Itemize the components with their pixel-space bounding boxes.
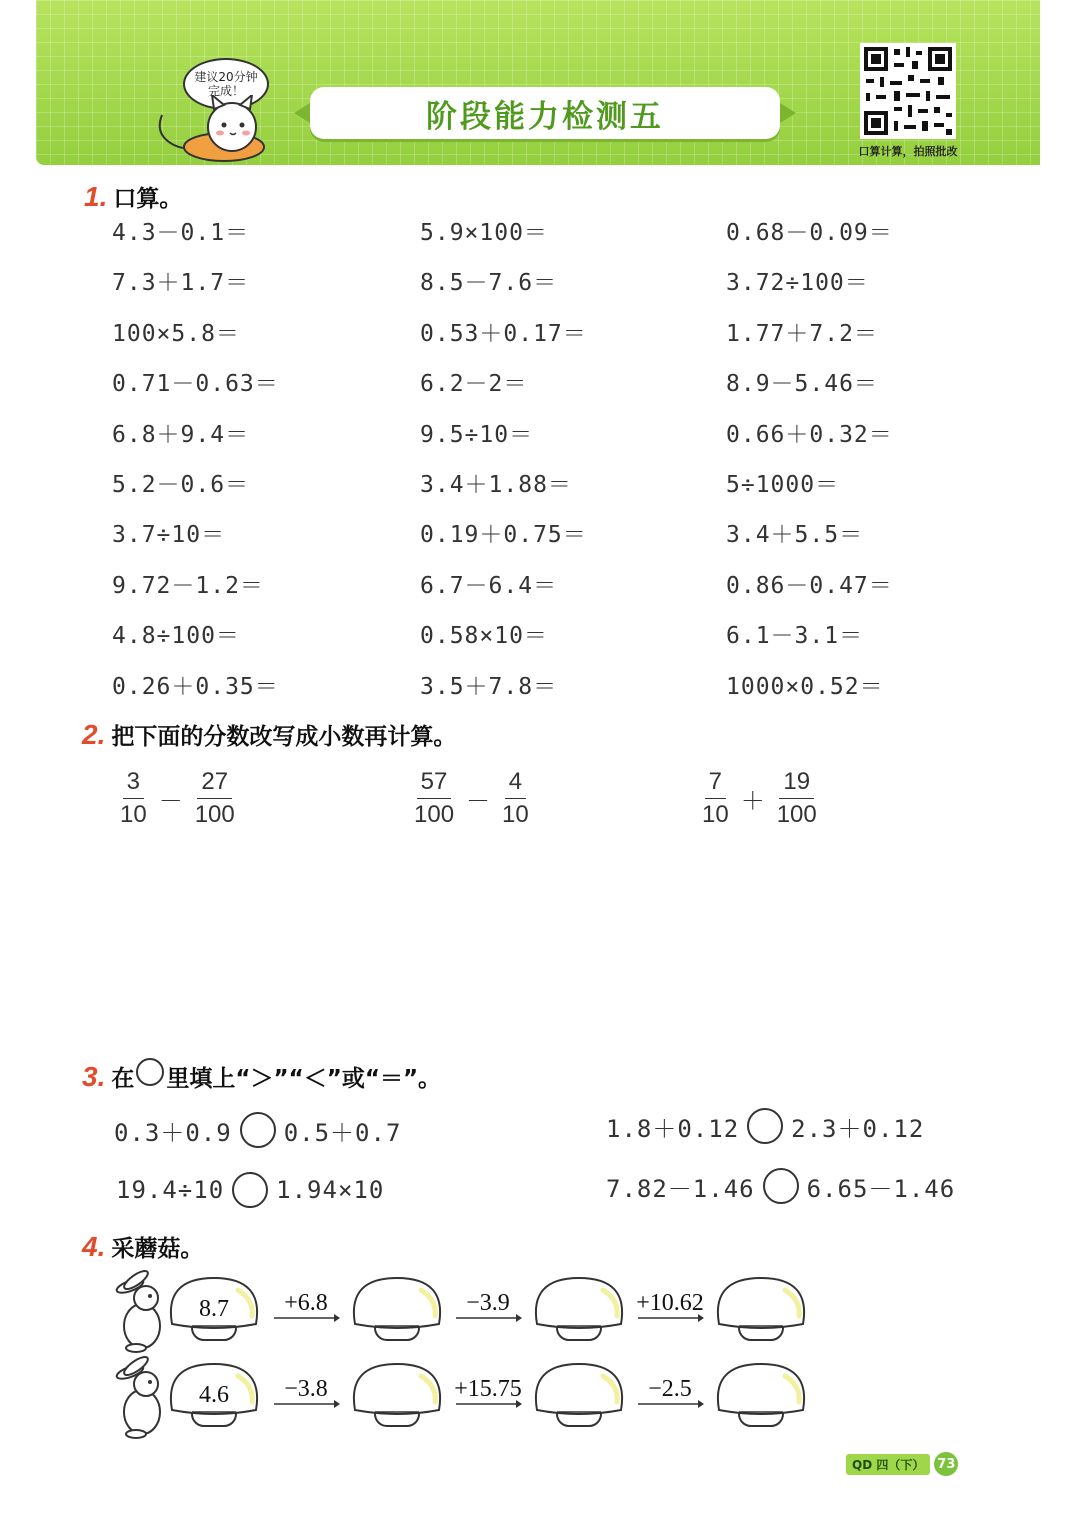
arrow-head xyxy=(334,1314,340,1322)
compare-right: 1.94×10 xyxy=(276,1176,385,1204)
compare-left: 1.8＋0.12 xyxy=(606,1114,740,1143)
section-1-number: 1. xyxy=(84,181,108,212)
oral-calc-item: 3.4＋5.5＝ xyxy=(726,522,864,548)
oral-calc-item: 6.1－3.1＝ xyxy=(726,623,864,649)
operation-label: −3.8 xyxy=(284,1376,328,1402)
oral-calc-item: 3.4＋1.88＝ xyxy=(420,472,572,498)
oral-calc-item: 4.8÷100＝ xyxy=(112,623,240,649)
numerator: 19 xyxy=(779,768,814,799)
section-2-label: 把下面的分数改写成小数再计算。 xyxy=(111,724,457,750)
compare-right: 6.65－1.46 xyxy=(806,1174,956,1203)
operation-label: +10.62 xyxy=(636,1290,704,1316)
oral-calc-item: 1.77＋7.2＝ xyxy=(726,321,878,347)
mushroom xyxy=(171,1364,257,1426)
operation-label: +15.75 xyxy=(454,1376,522,1402)
operator: － xyxy=(158,788,183,815)
rabbit-icon xyxy=(115,1268,160,1352)
oral-calc-item: 8.5－7.6＝ xyxy=(420,270,558,296)
oral-calc-item: 0.19＋0.75＝ xyxy=(420,522,587,548)
denominator: 10 xyxy=(120,801,147,828)
oral-calc-item: 9.5÷10＝ xyxy=(420,422,534,448)
operation-label: +6.8 xyxy=(284,1290,328,1316)
oral-calc-item: 0.71－0.63＝ xyxy=(112,371,279,397)
rabbit-icon xyxy=(115,1354,160,1438)
mushroom-chain xyxy=(115,1268,804,1352)
denominator: 10 xyxy=(702,801,729,828)
page-footer xyxy=(846,1452,958,1476)
denominator: 10 xyxy=(502,801,529,828)
operator: ＋ xyxy=(740,788,765,815)
compare-right: 0.5＋0.7 xyxy=(283,1118,402,1147)
start-value: 4.6 xyxy=(199,1382,229,1408)
oral-calc-item: 9.72－1.2＝ xyxy=(112,573,264,599)
section-1-label: 口算。 xyxy=(113,186,183,212)
start-value: 8.7 xyxy=(199,1296,229,1322)
oral-calc-item: 5÷1000＝ xyxy=(726,472,840,498)
mushroom xyxy=(718,1278,804,1340)
operation-label: −2.5 xyxy=(648,1376,692,1402)
section-4-label: 采蘑菇。 xyxy=(111,1236,204,1262)
oral-calc-item: 100×5.8＝ xyxy=(112,321,240,347)
arrow-head xyxy=(698,1400,704,1408)
numerator: 57 xyxy=(417,768,452,799)
section-2-number: 2. xyxy=(82,719,106,750)
oral-calc-item: 6.7－6.4＝ xyxy=(420,573,558,599)
denominator: 100 xyxy=(194,801,235,828)
oral-calc-item: 5.9×100＝ xyxy=(420,220,548,246)
oral-calc-item: 6.2－2＝ xyxy=(420,371,528,397)
compare-right: 2.3＋0.12 xyxy=(791,1114,925,1143)
oral-calc-item: 0.58×10＝ xyxy=(420,623,548,649)
oral-calc-item: 3.7÷10＝ xyxy=(112,522,226,548)
oral-calc-item: 0.68－0.09＝ xyxy=(726,220,893,246)
bubble-line-2: 完成！ xyxy=(207,84,244,98)
mushroom xyxy=(718,1364,804,1426)
numerator: 27 xyxy=(197,768,232,799)
oral-calc-item: 3.72÷100＝ xyxy=(726,270,869,296)
oral-calc-item: 0.26＋0.35＝ xyxy=(112,674,279,700)
compare-left: 0.3＋0.9 xyxy=(114,1118,232,1147)
mushroom-chain xyxy=(115,1354,804,1438)
mushroom xyxy=(171,1278,257,1340)
grade-tag: QD 四（下） xyxy=(846,1454,930,1475)
oral-calc-item: 8.9－5.46＝ xyxy=(726,371,878,397)
mushroom xyxy=(354,1364,440,1426)
oral-calc-item: 7.3＋1.7＝ xyxy=(112,270,250,296)
numerator: 7 xyxy=(705,768,726,799)
oral-calc-item: 6.8＋9.4＝ xyxy=(112,422,250,448)
arrow-head xyxy=(516,1314,522,1322)
oral-calc-item: 5.2－0.6＝ xyxy=(112,472,250,498)
oral-calc-item: 0.86－0.47＝ xyxy=(726,573,893,599)
oral-calc-item: 0.53＋0.17＝ xyxy=(420,321,587,347)
oral-calc-item: 0.66＋0.32＝ xyxy=(726,422,893,448)
denominator: 100 xyxy=(776,801,817,828)
numerator: 3 xyxy=(123,768,144,799)
section-3-number: 3. xyxy=(82,1061,106,1092)
page-number: 73 xyxy=(934,1452,958,1476)
bubble-line-1: 建议20分钟 xyxy=(194,70,258,84)
numerator: 4 xyxy=(505,768,526,799)
section-4-number: 4. xyxy=(82,1231,106,1262)
operator: － xyxy=(466,788,491,815)
compare-left: 7.82－1.46 xyxy=(606,1174,755,1203)
mushroom xyxy=(354,1278,440,1340)
denominator: 100 xyxy=(414,801,455,828)
mushroom xyxy=(536,1364,622,1426)
oral-calc-item: 1000×0.52＝ xyxy=(726,674,884,700)
section-3-label-prefix: 在 xyxy=(111,1066,135,1092)
qr-caption: 口算计算，拍照批改 xyxy=(858,145,958,158)
operation-label: −3.9 xyxy=(466,1290,510,1316)
page-title: 阶段能力检测五 xyxy=(426,98,664,135)
arrow-head xyxy=(334,1400,340,1408)
mushroom xyxy=(536,1278,622,1340)
section-3-label-suffix: 里填上“＞”“＜”或“＝”。 xyxy=(166,1066,442,1092)
compare-left: 19.4÷10 xyxy=(116,1176,225,1204)
oral-calc-item: 4.3－0.1＝ xyxy=(112,220,250,246)
oral-calc-item: 3.5＋7.8＝ xyxy=(420,674,558,700)
